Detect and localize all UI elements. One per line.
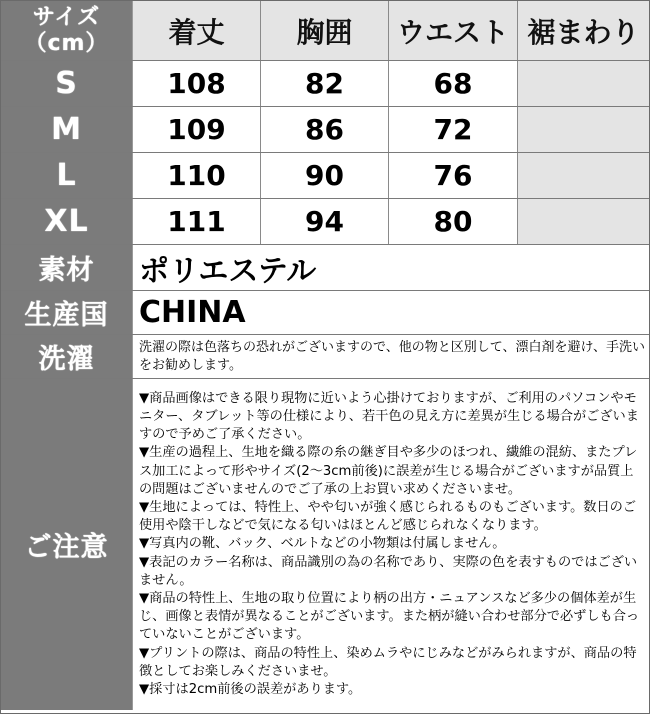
size-label: L xyxy=(1,153,133,198)
note-item: ▼生地によっては、特性上、やや匂いが強く感じられるものもございます。数日のご使用や陰干しなどで気になる匂いはほとんど感じられなくなります。 xyxy=(139,499,637,534)
chest-value: 86 xyxy=(261,107,389,152)
size-row-xl xyxy=(1,199,649,245)
note-item: ▼採寸は2cm前後の誤差があります。 xyxy=(139,682,362,698)
hem-value xyxy=(518,61,649,106)
length-value: 111 xyxy=(133,199,261,244)
size-label: S xyxy=(1,61,133,106)
notes-body xyxy=(133,379,649,710)
length-value: 108 xyxy=(133,61,261,106)
unit-header-label: （cm） xyxy=(24,30,109,56)
size-label: XL xyxy=(1,199,133,244)
column-header-hem: 裾まわり xyxy=(518,1,649,60)
origin-value: CHINA xyxy=(133,291,649,334)
note-item: ▼表記のカラー名称は、商品識別の為の名称であり、実際の色を表すものではございません。 xyxy=(139,554,638,588)
spec-table xyxy=(1,1,649,710)
hem-value xyxy=(518,153,649,198)
length-value: 110 xyxy=(133,153,261,198)
origin-row xyxy=(1,291,649,335)
size-row-l xyxy=(1,153,649,199)
size-row-m xyxy=(1,107,649,153)
wash-row xyxy=(1,335,649,379)
note-item: ▼生産の過程上、生地を織る際の糸の継ぎ目や多少のほつれ、繊維の混紡、またプレス加工によって形やサイズ(2～3cm前後)に誤差が生じる場合がございますが品質上の問題はございませんのでご了承の上お買い求めくださいませ。 xyxy=(139,445,638,497)
note-item: ▼商品の特性上、生地の取り位置により柄の出方・ニュアンスなど多少の個体差が生じ、画像と表情が異なることがございます。また柄が縫い合わせ部分で必ずしも合っていないことがございます。 xyxy=(139,591,640,643)
waist-value: 80 xyxy=(389,199,518,244)
size-header-label: サイズ xyxy=(32,4,101,30)
size-label: M xyxy=(1,107,133,152)
fabric-value: ポリエステル xyxy=(133,245,649,290)
hem-value xyxy=(518,199,649,244)
note-item: ▼プリントの際は、商品の特性上、染めムラやにじみなどがみられますが、商品の特徴としてお楽しみくださいませ。 xyxy=(139,645,637,679)
wash-instructions: 洗濯の際は色落ちの恐れがございますので、他の物と区別して、漂白剤を避け、手洗いをお勧めします。 xyxy=(133,335,649,378)
note-item: ▼商品画像はできる限り現物に近いよう心掛けておりますが、ご利用のパソコンやモニター、タブレット等の仕様により、若干色の見え方に差異が生じる場合がございますので予めご了承ください。 xyxy=(139,390,639,443)
chest-value: 94 xyxy=(261,199,389,244)
waist-value: 76 xyxy=(389,153,518,198)
wash-label: 洗濯 xyxy=(1,335,133,378)
fabric-row xyxy=(1,245,649,291)
length-value: 109 xyxy=(133,107,261,152)
column-header-waist: ウエスト xyxy=(389,1,518,60)
waist-value: 68 xyxy=(389,61,518,106)
fabric-label: 素材 xyxy=(1,245,133,290)
note-item: ▼写真内の靴、バック、ベルトなどの小物類は付属しません。 xyxy=(139,536,506,552)
size-unit-header xyxy=(1,1,133,60)
chest-value: 90 xyxy=(261,153,389,198)
notes-row xyxy=(1,379,649,710)
size-row-s xyxy=(1,61,649,107)
chest-value: 82 xyxy=(261,61,389,106)
hem-value xyxy=(518,107,649,152)
column-header-length: 着丈 xyxy=(133,1,261,60)
waist-value: 72 xyxy=(389,107,518,152)
notes-label: ご注意 xyxy=(1,379,133,710)
header-row xyxy=(1,1,649,61)
origin-label: 生産国 xyxy=(1,291,133,334)
column-header-chest: 胸囲 xyxy=(261,1,389,60)
